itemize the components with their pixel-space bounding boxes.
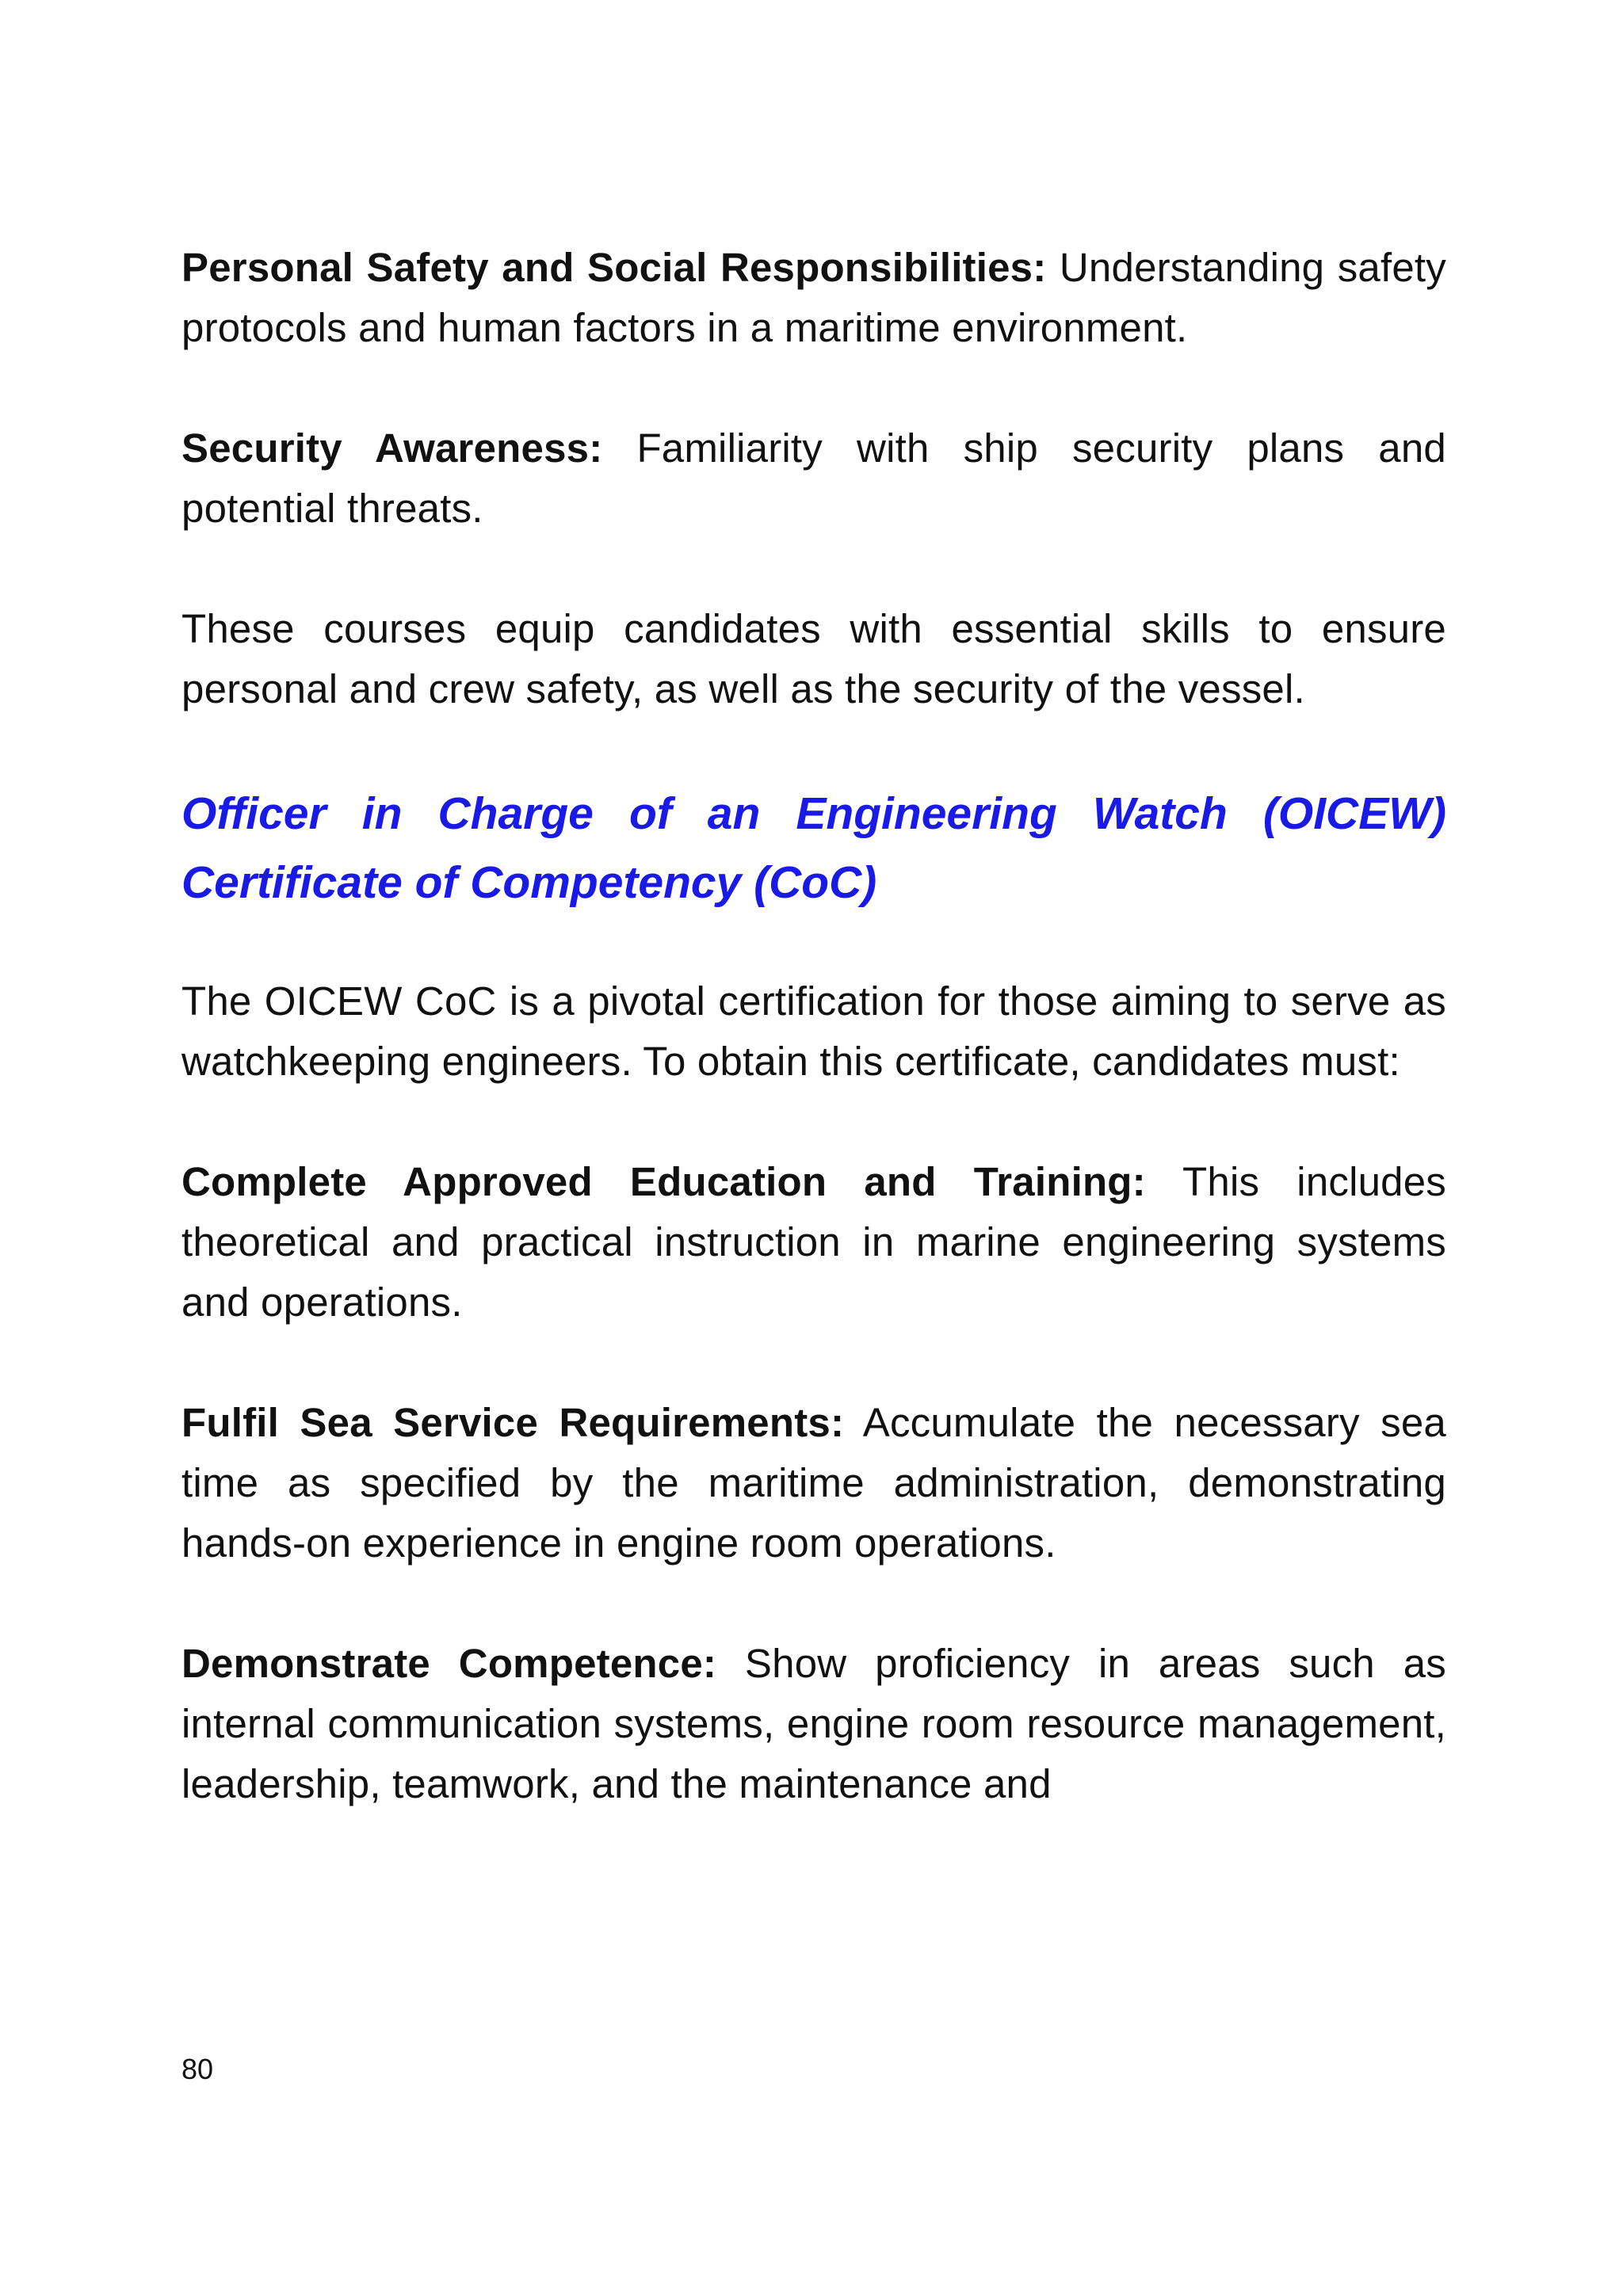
term-demonstrate-competence: Demonstrate Competence: xyxy=(181,1641,717,1686)
page-body xyxy=(181,238,1446,1875)
term-education-training: Complete Approved Education and Training: xyxy=(181,1159,1146,1204)
paragraph-security-awareness xyxy=(181,418,1446,539)
term-sea-service: Fulfil Sea Service Requirements: xyxy=(181,1400,845,1445)
paragraph-oicew-intro: The OICEW CoC is a pivotal certification for those aiming to serve as watchkeeping engineers. To obtain this certificate, candidates must: xyxy=(181,978,1446,1084)
text-demonstrate-competence: Show proficiency in areas such as internal communication systems, engine room resource management, leadership, teamwork, and the maintenance and xyxy=(181,1641,1446,1806)
term-security-awareness: Security Awareness: xyxy=(181,425,603,471)
text-education-training: This includes theoretical and practical instruction in marine engineering systems and operations. xyxy=(181,1159,1447,1325)
paragraph-education-training xyxy=(181,1152,1446,1333)
text-security-awareness: Familiarity with ship security plans and potential threats. xyxy=(181,425,1446,531)
page-number: 80 xyxy=(181,2053,214,2085)
paragraph-personal-safety xyxy=(181,238,1446,358)
paragraph-courses-summary: These courses equip candidates with essential skills to ensure personal and crew safety, as well as the security of the vessel. xyxy=(181,606,1446,711)
term-personal-safety: Personal Safety and Social Responsibilities: xyxy=(181,245,1047,290)
paragraph-demonstrate-competence xyxy=(181,1634,1446,1814)
section-heading-oicew: Officer in Charge of an Engineering Watch (OICEW) Certificate of Competency (CoC) xyxy=(181,788,1446,908)
text-sea-service: Accumulate the necessary sea time as specified by the maritime administration, demonstrating hands-on experience in engine room operations. xyxy=(181,1400,1446,1566)
text-personal-safety: Understanding safety protocols and human factors in a maritime environment. xyxy=(181,245,1446,350)
paragraph-sea-service xyxy=(181,1393,1446,1573)
